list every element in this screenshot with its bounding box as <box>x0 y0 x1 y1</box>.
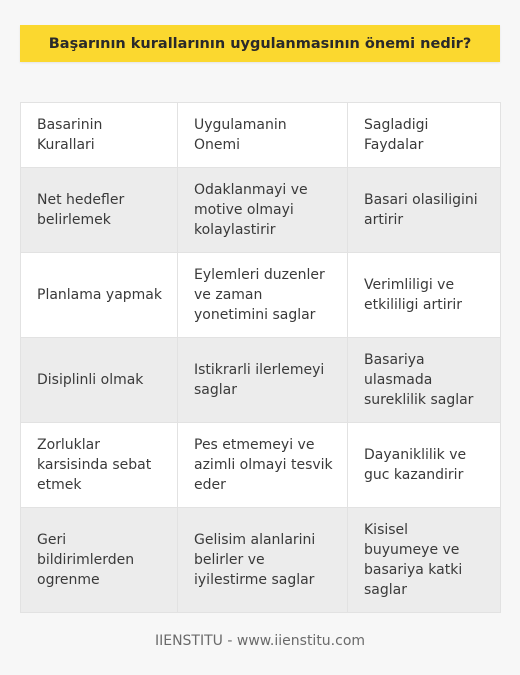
table-header-row <box>21 103 501 168</box>
table-cell: Eylemleri duzenler ve zaman yonetimini saglar <box>178 253 348 338</box>
table-cell: Planlama yapmak <box>21 253 178 338</box>
table-cell: Disiplinli olmak <box>21 338 178 423</box>
table-row <box>21 253 501 338</box>
title-banner <box>20 25 500 62</box>
table-cell: Zorluklar karsisinda sebat etmek <box>21 423 178 508</box>
table-cell: Kisisel buyumeye ve basariya katki saglar <box>348 508 501 613</box>
table-cell: Basari olasiligini artirir <box>348 168 501 253</box>
table-row <box>21 508 501 613</box>
table-cell: Basariya ulasmada sureklilik saglar <box>348 338 501 423</box>
table-cell: Odaklanmayi ve motive olmayi kolaylastirir <box>178 168 348 253</box>
header-cell: Sagladigi Faydalar <box>348 103 501 168</box>
page-title: Başarının kurallarının uygulanmasının önemi nedir? <box>48 35 472 52</box>
table-row <box>21 423 501 508</box>
table-cell: Pes etmemeyi ve azimli olmayi tesvik eder <box>178 423 348 508</box>
footer-credit: IIENSTITU - www.iienstitu.com <box>154 633 366 649</box>
table-row <box>21 338 501 423</box>
table-cell: Geri bildirimlerden ogrenme <box>21 508 178 613</box>
header-cell: Uygulamanin Onemi <box>178 103 348 168</box>
table-row <box>21 168 501 253</box>
rules-table <box>20 102 501 613</box>
header-cell: Basarinin Kurallari <box>21 103 178 168</box>
table-cell: Net hedefler belirlemek <box>21 168 178 253</box>
table-cell: Verimliligi ve etkililigi artirir <box>348 253 501 338</box>
table-cell: Istikrarli ilerlemeyi saglar <box>178 338 348 423</box>
table-cell: Dayaniklilik ve guc kazandirir <box>348 423 501 508</box>
table-cell: Gelisim alanlarini belirler ve iyilestirme saglar <box>178 508 348 613</box>
